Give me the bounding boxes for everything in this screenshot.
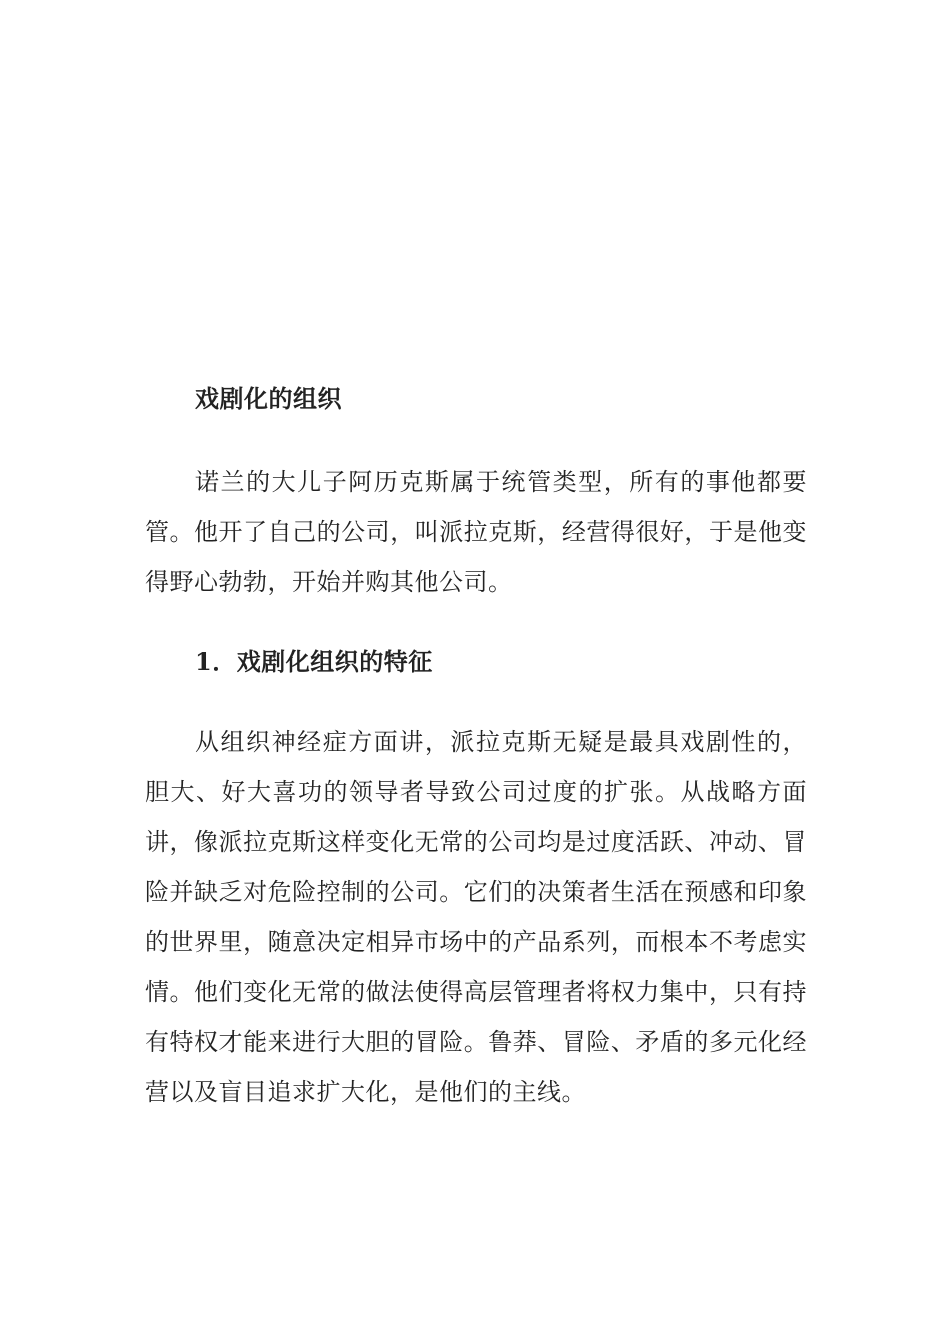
- section-title: 戏剧化的组织: [195, 384, 342, 413]
- subsection-title: 1．戏剧化组织的特征: [195, 647, 433, 676]
- document-content: [145, 374, 807, 1147]
- body-paragraph: 从组织神经症方面讲，派拉克斯无疑是最具戏剧性的，胆大、好大喜功的领导者导致公司过度的扩张。从战略方面讲，像派拉克斯这样变化无常的公司均是过度活跃、冲动、冒险并缺乏对危险控制的公司。它们的决策者生活在预感和印象的世界里，随意决定相异市场中的产品系列，而根本不考虑实情。他们变化无常的做法使得高层管理者将权力集中，只有持有特权才能来进行大胆的冒险。鲁莽、冒险、矛盾的多元化经营以及盲目追求扩大化，是他们的主线。: [145, 728, 807, 1106]
- intro-paragraph: 诺兰的大儿子阿历克斯属于统管类型，所有的事他都要管。他开了自己的公司，叫派拉克斯，经营得很好，于是他变得野心勃勃，开始并购其他公司。: [145, 468, 807, 596]
